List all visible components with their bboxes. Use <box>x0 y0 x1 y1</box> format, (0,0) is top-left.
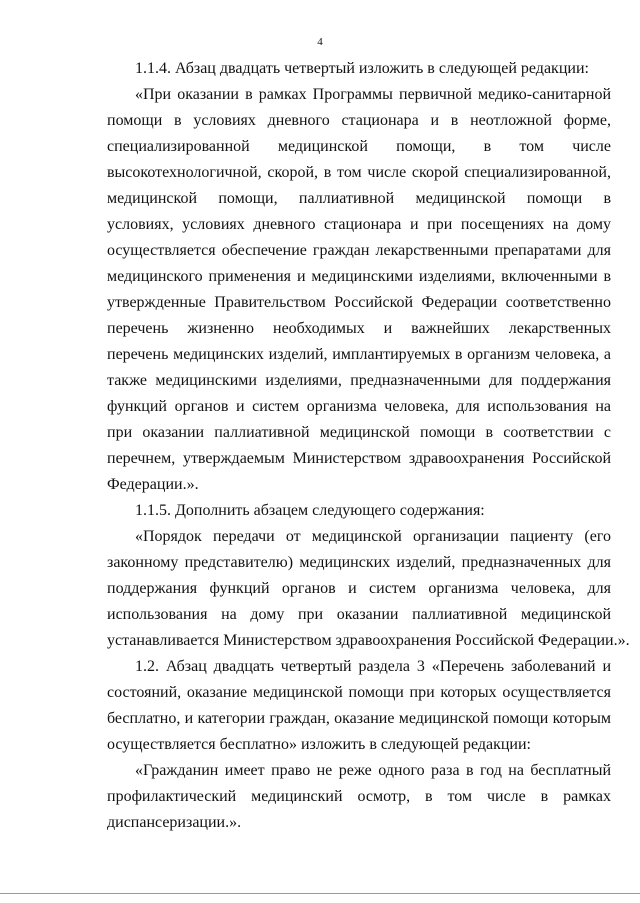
text-line: 1.2. Абзац двадцать четвертый раздела 3 «Перечень заболеваний и <box>135 658 611 675</box>
text-line: перечень жизненно необходимых и важнейших лекарственных <box>107 320 611 337</box>
text-line: перечень медицинских изделий, имплантируемых в организм человека, а <box>107 346 611 363</box>
clause-1-1-5-text <box>107 524 630 654</box>
clause-1-1-5-heading <box>107 498 611 524</box>
text-line: Федерации.». <box>107 476 199 493</box>
text-line: устанавливается Министерством здравоохранения Российской Федерации.». <box>107 632 630 649</box>
clause-1-1-4-text <box>107 82 611 498</box>
text-line: поддержания функций органов и систем организма человека, для <box>107 580 611 597</box>
text-line: использования на дому при оказании паллиативной медицинской <box>107 606 611 623</box>
text-line: «При оказании в рамках Программы первичной медико-санитарной <box>135 86 611 103</box>
text-line: осуществляется обеспечение граждан лекарственными препаратами для <box>107 242 611 259</box>
text-line: функций органов и систем организма человека, для использования на <box>107 398 611 415</box>
text-line: утвержденные Правительством Российской Федерации соответственно <box>107 294 611 311</box>
page-number: 4 <box>317 36 323 48</box>
text-line: условиях, условиях дневного стационара и при посещениях на дому <box>107 216 611 233</box>
text-line: высокотехнологичной, скорой, в том числе скорой специализированной, <box>107 164 611 181</box>
text-line: «Порядок передачи от медицинской организации пациенту (его <box>135 528 611 545</box>
text-line: профилактический медицинский осмотр, в том числе в рамках <box>107 788 611 805</box>
text-line: 1.1.5. Дополнить абзацем следующего содержания: <box>135 502 485 519</box>
text-line: перечнем, утверждаемым Министерством здравоохранения Российской <box>107 450 611 467</box>
text-line: 1.1.4. Абзац двадцать четвертый изложить в следующей редакции: <box>135 60 589 77</box>
text-line: законному представителю) медицинских изделий, предназначенных для <box>107 554 611 571</box>
text-line: при оказании паллиативной медицинской помощи в соответствии с <box>107 424 611 441</box>
text-line: также медицинскими изделиями, предназначенными для поддержания <box>107 372 611 389</box>
text-line: медицинского применения и медицинскими изделиями, включенными в <box>107 268 611 285</box>
text-line: осуществляется бесплатно» изложить в следующей редакции: <box>107 736 531 753</box>
text-line: диспансеризации.». <box>107 814 242 831</box>
clause-1-1-4-heading <box>107 56 611 82</box>
clause-1-2-quote <box>107 758 611 836</box>
text-line: бесплатно, и категории граждан, оказание медицинской помощи которым <box>107 710 611 727</box>
text-line: помощи в условиях дневного стационара и в неотложной форме, <box>107 112 611 129</box>
text-line: состояний, оказание медицинской помощи при которых осуществляется <box>107 684 611 701</box>
page-bottom-rule <box>0 893 640 894</box>
document-body <box>107 56 630 836</box>
text-line: специализированной медицинской помощи, в том числе <box>107 138 611 155</box>
clause-1-2-text <box>107 654 611 758</box>
text-line: «Гражданин имеет право не реже одного раза в год на бесплатный <box>135 762 611 779</box>
text-line: медицинской помощи, паллиативной медицинской помощи в <box>107 190 611 207</box>
